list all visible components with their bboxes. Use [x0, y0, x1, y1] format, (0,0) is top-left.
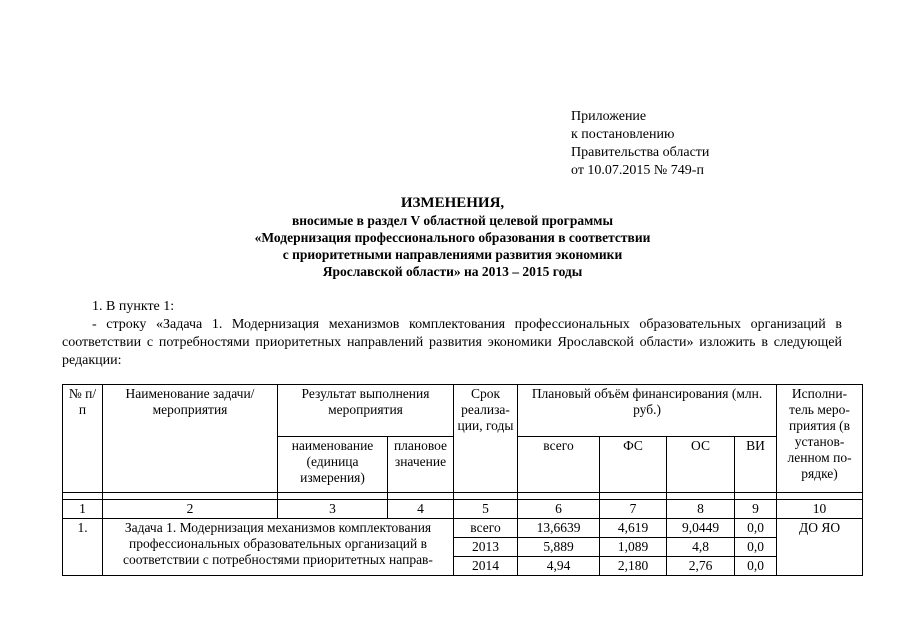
fs-cell: 1,089 [600, 538, 667, 557]
heading-line: «Модернизация профессионального образования в соответствии [254, 230, 651, 245]
header-funding: Плановый объём финансирования (млн. руб.) [518, 385, 777, 437]
header-name: Наименование задачи/ мероприятия [103, 385, 278, 493]
document-heading [0, 194, 905, 280]
header-fs: ФС [600, 437, 667, 493]
fs-cell: 4,619 [600, 519, 667, 538]
appendix-line: Правительства области [571, 145, 710, 160]
column-number: 2 [103, 500, 278, 519]
document-title: ИЗМЕНЕНИЯ, [400, 195, 505, 211]
column-number: 9 [735, 500, 777, 519]
column-number: 4 [388, 500, 454, 519]
row-num: 1. [63, 519, 103, 576]
body-paragraph [62, 316, 842, 370]
header-executor: Исполни-тель меро-приятия (в установ-ленном по-рядке) [777, 385, 863, 493]
appendix-line: к постановлению [571, 127, 675, 142]
appendix-line: от 10.07.2015 № 749-п [571, 163, 704, 178]
header-term: Срок реализа-ции, годы [454, 385, 518, 493]
column-number-row [63, 500, 863, 519]
point-paragraph: 1. В пункте 1: [92, 299, 175, 314]
term-cell: всего [454, 519, 518, 538]
total-cell: 4,94 [518, 557, 600, 576]
heading-line: Ярославской области» на 2013 – 2015 годы [322, 264, 583, 279]
header-vi: ВИ [735, 437, 777, 493]
column-number: 1 [63, 500, 103, 519]
vi-cell: 0,0 [735, 519, 777, 538]
vi-cell: 0,0 [735, 538, 777, 557]
column-number: 7 [600, 500, 667, 519]
column-number: 10 [777, 500, 863, 519]
appendix-line: Приложение [571, 109, 647, 124]
header-num: № п/п [63, 385, 103, 493]
column-number: 3 [278, 500, 388, 519]
column-number: 8 [667, 500, 735, 519]
header-result-name: наименование (единица измерения) [278, 437, 388, 493]
executor-cell: ДО ЯО [777, 519, 863, 576]
spacer-row [63, 493, 863, 500]
heading-line: с приоритетными направлениями развития экономики [282, 247, 623, 262]
total-cell: 13,6639 [518, 519, 600, 538]
column-number: 5 [454, 500, 518, 519]
os-cell: 4,8 [667, 538, 735, 557]
term-cell: 2013 [454, 538, 518, 557]
vi-cell: 0,0 [735, 557, 777, 576]
finance-table [62, 384, 863, 576]
os-cell: 9,0449 [667, 519, 735, 538]
term-cell: 2014 [454, 557, 518, 576]
header-os: ОС [667, 437, 735, 493]
appendix-block [571, 108, 709, 180]
table-row [63, 519, 863, 538]
task-cell: Задача 1. Модернизация механизмов комплектования профессиональных образовательных организаций в соответствии с потребностями приоритетных направ- [103, 519, 454, 576]
header-result-value: плановое значение [388, 437, 454, 493]
os-cell: 2,76 [667, 557, 735, 576]
heading-line: вносимые в раздел V областной целевой программы [291, 213, 614, 228]
column-number: 6 [518, 500, 600, 519]
header-total: всего [518, 437, 600, 493]
total-cell: 5,889 [518, 538, 600, 557]
body-text: - строку «Задача 1. Модернизация механизмов комплектования профессиональных образовательных организаций в соответствии с потребностями приоритетных направлений развития экономики Ярославской области» изложить в следующей редакции: [62, 317, 842, 368]
header-result: Результат выполнения мероприятия [278, 385, 454, 437]
fs-cell: 2,180 [600, 557, 667, 576]
